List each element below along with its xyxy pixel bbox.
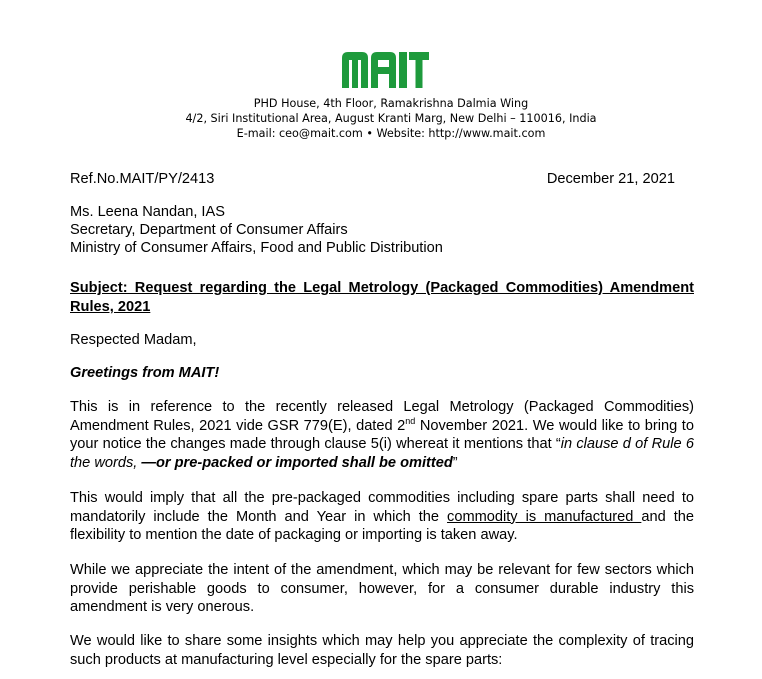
greeting: Greetings from MAIT! xyxy=(70,365,220,381)
subject-line: Subject: Request regarding the Legal Metrology (Packaged Commodities) Amendment Rules, 2021 xyxy=(70,280,694,315)
paragraph-insights: We would like to share some insights which may help you appreciate the complexity of tracing such products at manufacturing level especially for the spare parts: xyxy=(70,633,694,668)
paragraph-reference: This is in reference to the recently released Legal Metrology (Packaged Commodities) Amendment Rules, 2021 vide GSR 779(E), dated 2nd November 2021. We would like to bring to your notice the changes made through clause 5(i) whereat it mentions that “in clause d of Rule 6 the words, —or pre-packed or imported shall be omitted” xyxy=(70,399,694,472)
recipient-name: Ms. Leena Nandan, IAS xyxy=(70,204,225,220)
mait-logo xyxy=(340,48,430,90)
recipient-ministry: Ministry of Consumer Affairs, Food and Public Distribution xyxy=(70,240,443,256)
paragraph-concern: While we appreciate the intent of the amendment, which may be relevant for few sectors which provide perishable goods to consumer, however, for a consumer durable industry this amendment is very onerous. xyxy=(70,562,694,616)
reference-number: Ref.No.MAIT/PY/2413 xyxy=(70,171,215,187)
letter-date: December 21, 2021 xyxy=(546,171,675,187)
address-line-1: PHD House, 4th Floor, Ramakrishna Dalmia Wing xyxy=(253,97,529,110)
paragraph-implication: This would imply that all the pre-packaged commodities including spare parts shall need to mandatorily include the Month and Year in which the commodity is manufactured and the flexibility to mention the date of packaging or importing is taken away. xyxy=(70,490,694,544)
salutation: Respected Madam, xyxy=(70,332,197,348)
recipient-title: Secretary, Department of Consumer Affairs xyxy=(70,222,348,238)
contact-line: E-mail: ceo@mait.com • Website: http://www.mait.com xyxy=(236,127,546,140)
address-line-2: 4/2, Siri Institutional Area, August Kranti Marg, New Delhi – 110016, India xyxy=(185,112,597,125)
